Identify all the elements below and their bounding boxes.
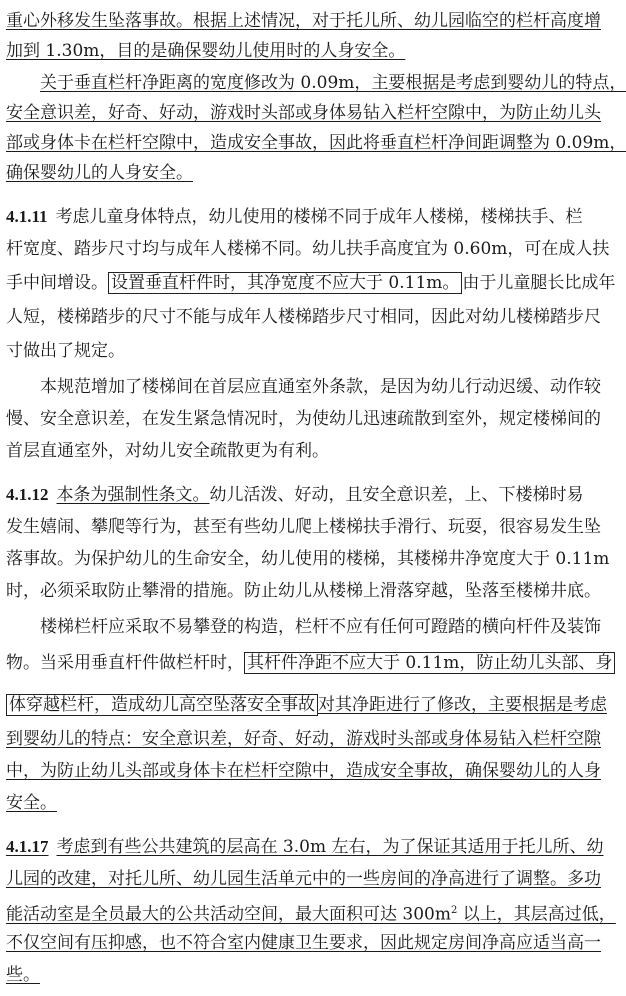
text-segment: 以上，其层高过低， <box>457 904 616 925</box>
text-line: 本规范增加了楼梯间在首层应直通室外条款，是因为幼儿行动迟缓、动作较 <box>40 377 601 397</box>
text-line <box>6 652 613 676</box>
text-line: 人短，楼梯踏步的尺寸不能与成年人楼梯踏步尺寸相同，因此对幼儿楼梯踏步尺 <box>6 307 601 327</box>
text-line: 些。 <box>6 965 40 985</box>
boxed-clause: 体穿越栏杆，造成幼儿高空坠落安全事故 <box>6 694 318 716</box>
text-line: 确保婴幼儿的人身安全。 <box>6 163 193 183</box>
text-line: 安全。 <box>6 793 57 813</box>
section-number: 4.1.17 <box>6 837 49 856</box>
section-number: 4.1.11 <box>6 207 48 226</box>
text-line: 首层直通室外，对幼儿安全疏散更为有利。 <box>6 441 329 461</box>
text-segment: 对其净距进行了修改，主要根据是考虑 <box>318 695 607 715</box>
text-line: 寸做出了规定。 <box>6 341 125 361</box>
text-line: 慢、安全意识差，在发生紧急情况时，为使幼儿迅速疏散到室外，规定楼梯间的 <box>6 409 601 429</box>
section-4-1-17-line <box>6 836 604 860</box>
section-4-1-12-line <box>6 484 592 508</box>
text-segment: 物。当采用垂直杆件做栏杆时， <box>6 653 244 673</box>
text-line: 发生嬉闹、攀爬等行为，甚至有些幼儿爬上楼梯扶手滑行、玩耍，很容易发生坠 <box>6 517 601 537</box>
text-line: 中，为防止幼儿头部或身体卡在栏杆空隙中，造成安全事故，确保婴幼儿的人身 <box>6 761 601 781</box>
text-line: 楼梯栏杆应采取不易攀登的构造，栏杆不应有任何可蹬踏的横向杆件及装饰 <box>40 617 601 637</box>
text-line: 杆宽度、踏步尺寸均与成年人楼梯不同。幼儿扶手高度宜为 0.60m，可在成人扶 <box>6 239 610 259</box>
text-line: 时，必须采取防止攀滑的措施。防止幼儿从楼梯上滑落穿越，坠落至楼梯井底。 <box>6 581 601 601</box>
mandatory-clause-note: 本条为强制性条文。 <box>56 485 210 505</box>
section-text: 考虑到有些公共建筑的层高在 3.0m 左右，为了保证其适用于托儿所、幼 <box>56 837 604 857</box>
section-number: 4.1.12 <box>6 485 49 504</box>
superscript: 2 <box>450 905 458 916</box>
text-line: 儿园的改建，对托儿所、幼儿园生活单元中的一些房间的净高进行了调整。多功 <box>6 869 601 889</box>
text-line <box>6 694 607 718</box>
text-line <box>6 272 616 296</box>
section-text: 考虑儿童身体特点，幼儿使用的楼梯不同于成年人楼梯，楼梯扶手、栏 <box>55 207 583 227</box>
text-segment: 能活动室是全员最大的公共活动空间，最大面积可达 300m <box>6 904 451 925</box>
text-line: 到婴幼儿的特点：安全意识差，好奇、好动，游戏时头部或身体易钻入栏杆空隙 <box>6 729 601 749</box>
text-line <box>6 900 616 925</box>
text-line: 落事故。为保护幼儿的生命安全，幼儿使用的楼梯，其楼梯井净宽度大于 0.11m <box>6 549 610 569</box>
text-segment: 由于儿童腿长比成年 <box>462 273 616 293</box>
text-segment: 手中间增设。 <box>6 273 108 293</box>
text-line: 重心外移发生坠落事故。根据上述情况，对于托儿所、幼儿园临空的栏杆高度增 <box>6 11 601 31</box>
text-line: 不仅空间有压抑感，也不符合室内健康卫生要求，因此规定房间净高应适当高一 <box>6 933 601 953</box>
text-line: 加到 1.30m，目的是确保婴幼儿使用时的人身安全。 <box>6 41 406 61</box>
text-line: 安全意识差，好奇、好动，游戏时头部或身体易钻入栏杆空隙中，为防止幼儿头 <box>6 103 601 123</box>
text-line: 关于垂直栏杆净距离的宽度修改为 0.09m，主要根据是考虑到婴幼儿的特点， <box>40 73 626 93</box>
text-line: 部或身体卡在栏杆空隙中，造成安全事故，因此将垂直栏杆净间距调整为 0.09m， <box>6 133 626 153</box>
section-4-1-11-line <box>6 206 592 230</box>
section-text: 幼儿活泼、好动，且安全意识差，上、下楼梯时易 <box>209 485 584 505</box>
boxed-clause: 设置垂直杆件时，其净宽度不应大于 0.11m。 <box>108 272 462 294</box>
boxed-clause: 其杆件净距不应大于 0.11m，防止幼儿头部、身 <box>244 652 615 674</box>
